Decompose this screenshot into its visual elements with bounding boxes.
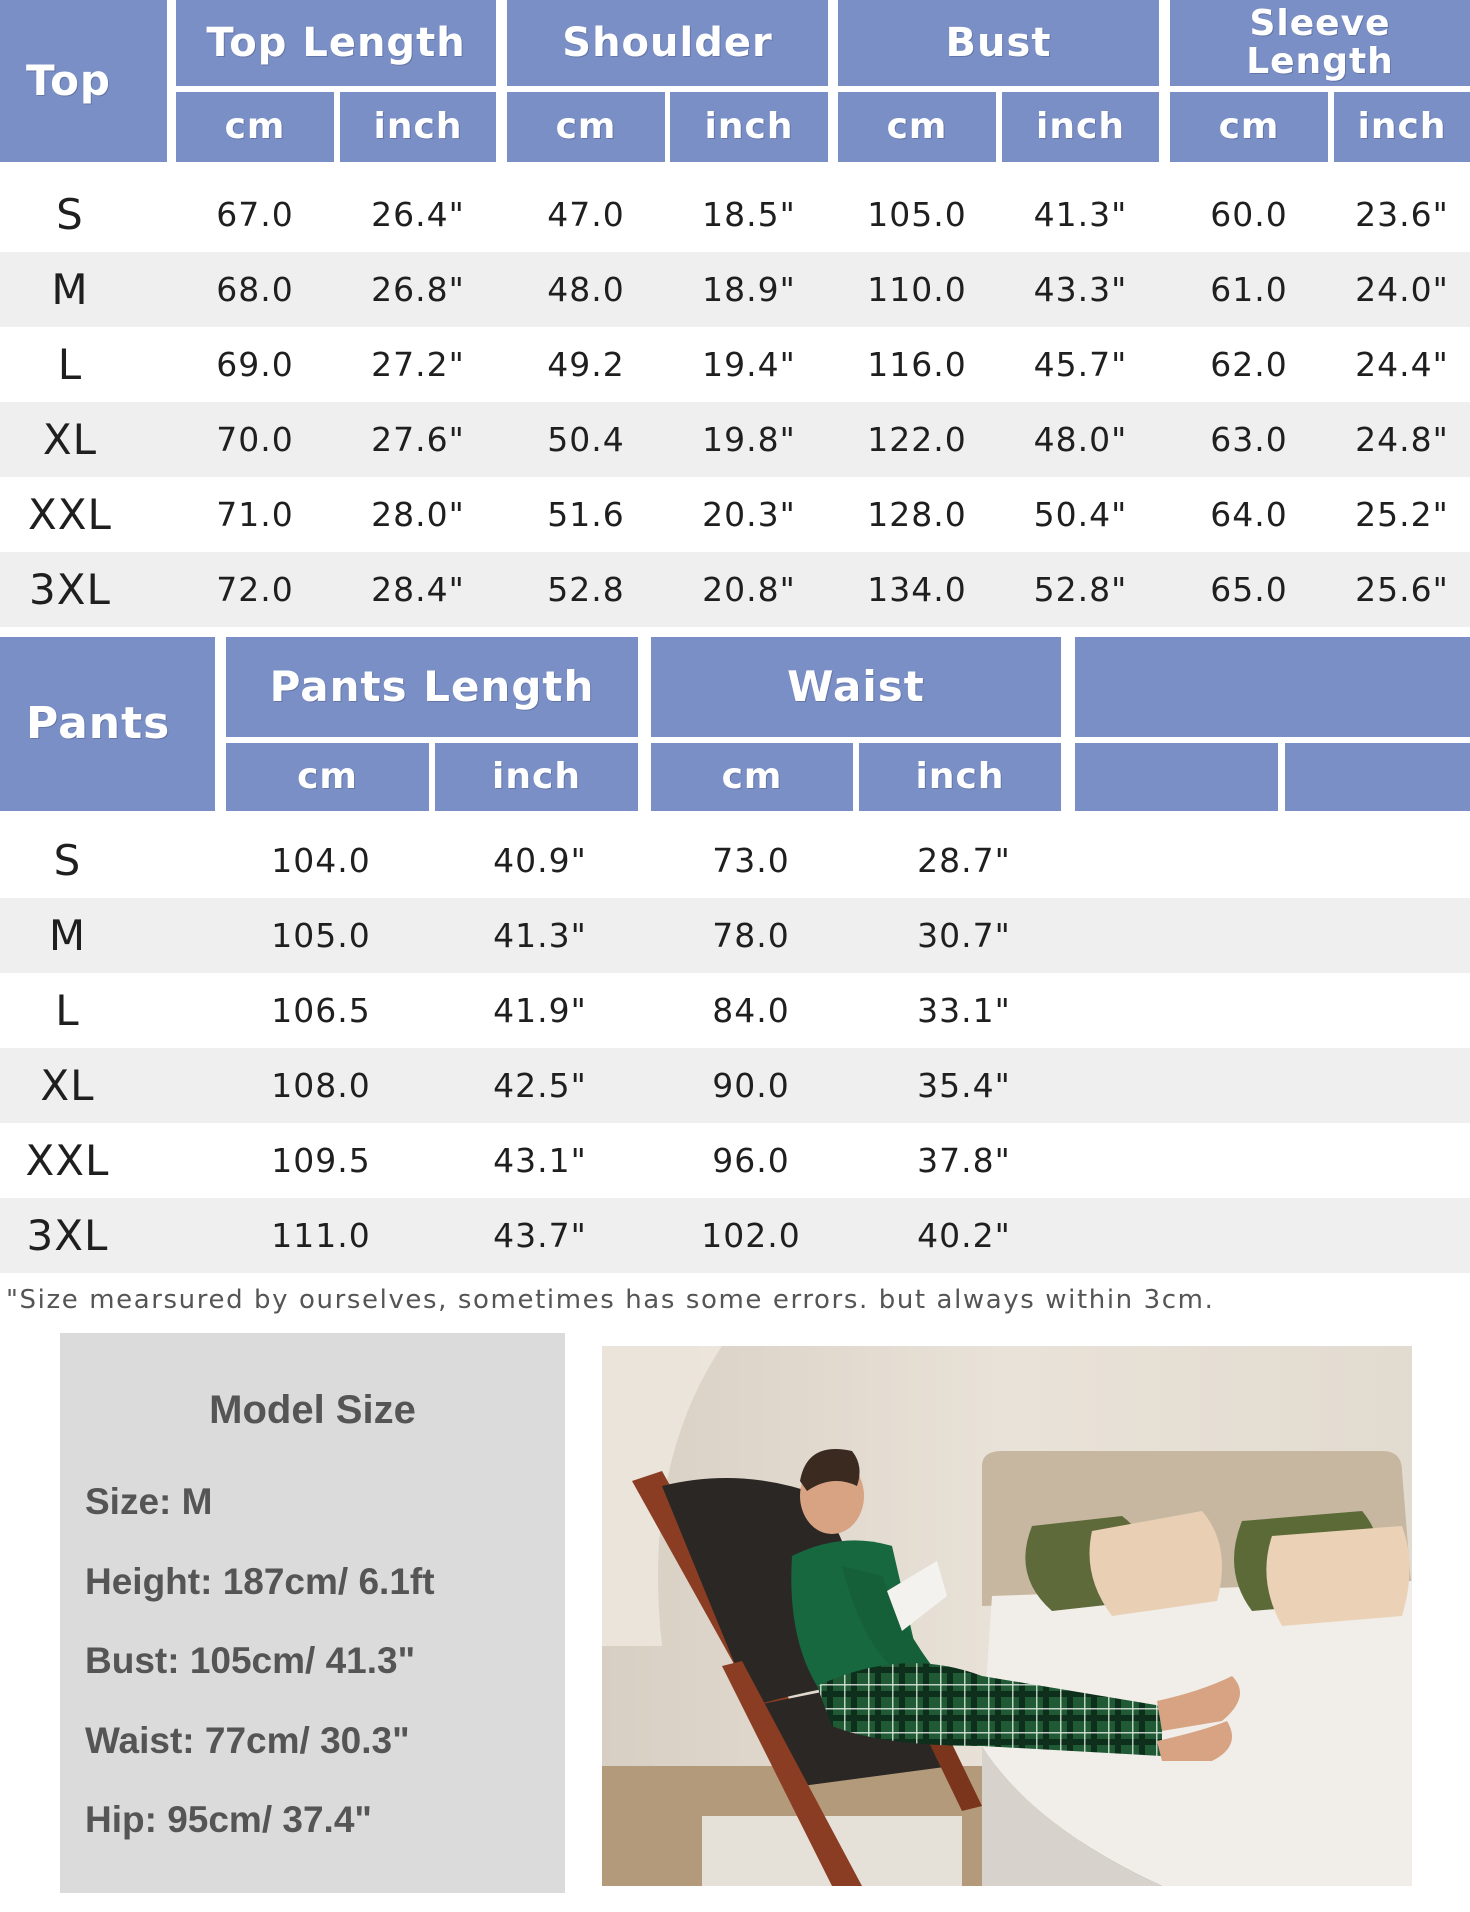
- model-size-title: Model Size: [209, 1388, 416, 1432]
- table-row: [0, 823, 1470, 898]
- value-cell: 122.0: [867, 420, 967, 459]
- value-cell: 20.3": [702, 495, 796, 534]
- model-photo-illustration: [602, 1346, 1412, 1886]
- value-cell: 40.2": [917, 1216, 1011, 1255]
- value-cell: 35.4": [917, 1066, 1011, 1105]
- header-bust: Bust: [838, 0, 1159, 86]
- header-bust-cm: cm: [838, 92, 996, 162]
- model-waist-line: Waist: 77cm/ 30.3": [85, 1720, 410, 1761]
- value-cell: 68.0: [216, 270, 294, 309]
- value-cell: 105.0: [271, 916, 371, 955]
- value-cell: 23.6": [1355, 195, 1449, 234]
- size-cell: L: [57, 340, 83, 389]
- value-cell: 43.3": [1033, 270, 1128, 309]
- size-cell: XXL: [25, 1136, 110, 1185]
- header-top-length-cm: cm: [176, 92, 334, 162]
- table-row: [0, 477, 1470, 552]
- value-cell: 24.8": [1355, 420, 1449, 459]
- value-cell: 62.0: [1210, 345, 1288, 384]
- value-cell: 50.4": [1033, 495, 1128, 534]
- value-cell: 50.4: [547, 420, 625, 459]
- header-waist-inch: inch: [859, 743, 1061, 811]
- size-cell: XXL: [28, 490, 112, 539]
- value-cell: 40.9": [493, 841, 587, 880]
- value-cell: 109.5: [271, 1141, 371, 1180]
- table-row: [0, 327, 1470, 402]
- value-cell: 108.0: [271, 1066, 371, 1105]
- value-cell: 84.0: [712, 991, 790, 1030]
- value-cell: 41.3": [493, 916, 587, 955]
- value-cell: 70.0: [216, 420, 294, 459]
- header-empty-group: [1075, 637, 1470, 737]
- value-cell: 48.0": [1033, 420, 1128, 459]
- table-row: [0, 402, 1470, 477]
- size-cell: 3XL: [29, 565, 111, 614]
- value-cell: 61.0: [1210, 270, 1288, 309]
- size-cell: L: [55, 986, 80, 1035]
- header-sleeve-length-cm: cm: [1170, 92, 1328, 162]
- table-row: [0, 177, 1470, 252]
- top-table-label: Top: [0, 0, 167, 162]
- table-row: [0, 1048, 1470, 1123]
- value-cell: 42.5": [493, 1066, 587, 1105]
- value-cell: 73.0: [712, 841, 790, 880]
- value-cell: 65.0: [1210, 570, 1288, 609]
- value-cell: 110.0: [867, 270, 967, 309]
- value-cell: 90.0: [712, 1066, 790, 1105]
- value-cell: 41.3": [1033, 195, 1128, 234]
- value-cell: 19.8": [702, 420, 796, 459]
- value-cell: 106.5: [271, 991, 371, 1030]
- value-cell: 28.7": [917, 841, 1011, 880]
- model-hip-line: Hip: 95cm/ 37.4": [85, 1799, 372, 1840]
- value-cell: 43.7": [493, 1216, 587, 1255]
- value-cell: 18.5": [702, 195, 796, 234]
- header-shoulder-cm: cm: [507, 92, 665, 162]
- value-cell: 26.4": [371, 195, 465, 234]
- header-waist-cm: cm: [651, 743, 853, 811]
- model-height-line: Height: 187cm/ 6.1ft: [85, 1561, 435, 1602]
- size-cell: 3XL: [26, 1211, 109, 1260]
- value-cell: 116.0: [867, 345, 967, 384]
- header-bust-inch: inch: [1002, 92, 1159, 162]
- header-empty-unit-1: [1075, 743, 1278, 811]
- header-waist: Waist: [651, 637, 1061, 737]
- size-cell: M: [51, 265, 89, 314]
- header-sleeve-length: Sleeve Length: [1170, 0, 1470, 86]
- value-cell: 47.0: [547, 195, 625, 234]
- value-cell: 52.8": [1033, 570, 1128, 609]
- value-cell: 67.0: [216, 195, 294, 234]
- model-photo: [602, 1346, 1412, 1886]
- value-cell: 27.2": [371, 345, 465, 384]
- size-cell: S: [53, 836, 82, 885]
- value-cell: 96.0: [712, 1141, 790, 1180]
- header-sleeve-length-inch: inch: [1334, 92, 1470, 162]
- header-pants-length-inch: inch: [435, 743, 638, 811]
- value-cell: 20.8": [702, 570, 796, 609]
- value-cell: 72.0: [216, 570, 294, 609]
- pants-table-label: Pants: [0, 637, 215, 811]
- header-pants-length-cm: cm: [226, 743, 429, 811]
- size-cell: M: [48, 911, 87, 960]
- value-cell: 43.1": [493, 1141, 587, 1180]
- header-shoulder-inch: inch: [670, 92, 828, 162]
- value-cell: 37.8": [917, 1141, 1011, 1180]
- value-cell: 19.4": [702, 345, 796, 384]
- value-cell: 18.9": [702, 270, 796, 309]
- value-cell: 25.6": [1355, 570, 1449, 609]
- value-cell: 33.1": [917, 991, 1011, 1030]
- model-size-line: Size: M: [85, 1481, 213, 1522]
- value-cell: 28.4": [371, 570, 465, 609]
- table-row: [0, 898, 1470, 973]
- value-cell: 63.0: [1210, 420, 1288, 459]
- value-cell: 41.9": [493, 991, 587, 1030]
- table-row: [0, 1123, 1470, 1198]
- value-cell: 64.0: [1210, 495, 1288, 534]
- value-cell: 30.7": [917, 916, 1011, 955]
- model-bust-line: Bust: 105cm/ 41.3": [85, 1640, 416, 1681]
- table-row: [0, 1198, 1470, 1273]
- size-cell: S: [56, 190, 84, 239]
- value-cell: 69.0: [216, 345, 294, 384]
- value-cell: 48.0: [547, 270, 625, 309]
- measurement-note: "Size mearsured by ourselves, sometimes has some errors. but always within 3cm.: [6, 1285, 1215, 1315]
- header-shoulder: Shoulder: [507, 0, 828, 86]
- value-cell: 24.0": [1355, 270, 1449, 309]
- header-top-length: Top Length: [176, 0, 496, 86]
- value-cell: 52.8: [547, 570, 625, 609]
- table-row: [0, 552, 1470, 627]
- value-cell: 71.0: [216, 495, 294, 534]
- value-cell: 51.6: [547, 495, 625, 534]
- value-cell: 60.0: [1210, 195, 1288, 234]
- value-cell: 128.0: [867, 495, 967, 534]
- value-cell: 134.0: [867, 570, 967, 609]
- value-cell: 28.0": [371, 495, 465, 534]
- model-size-box: [60, 1333, 565, 1893]
- header-empty-unit-2: [1285, 743, 1470, 811]
- value-cell: 27.6": [371, 420, 465, 459]
- value-cell: 78.0: [712, 916, 790, 955]
- value-cell: 49.2: [547, 345, 625, 384]
- size-cell: XL: [42, 415, 98, 464]
- value-cell: 25.2": [1355, 495, 1449, 534]
- value-cell: 111.0: [271, 1216, 371, 1255]
- size-cell: XL: [40, 1061, 95, 1110]
- value-cell: 105.0: [867, 195, 967, 234]
- table-row: [0, 252, 1470, 327]
- value-cell: 26.8": [371, 270, 465, 309]
- value-cell: 45.7": [1033, 345, 1128, 384]
- header-top-length-inch: inch: [340, 92, 496, 162]
- header-pants-length: Pants Length: [226, 637, 638, 737]
- value-cell: 104.0: [271, 841, 371, 880]
- value-cell: 102.0: [701, 1216, 801, 1255]
- table-row: [0, 973, 1470, 1048]
- value-cell: 24.4": [1355, 345, 1449, 384]
